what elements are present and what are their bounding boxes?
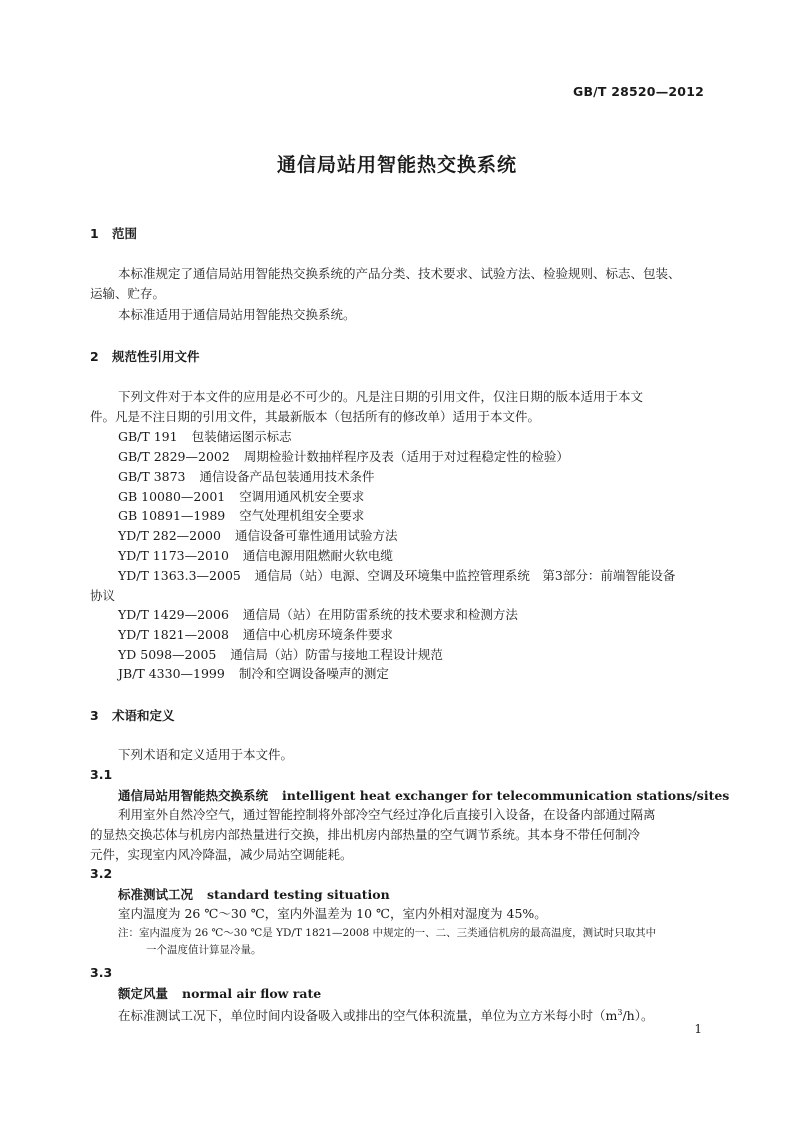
ref-title: 通信局（站）电源、空调及环境集中监控管理系统 第3部分：前端智能设备: [254, 568, 676, 583]
term-definition-line: 元件，实现室内风冷降温，减少局站空调能耗。: [90, 847, 353, 862]
ref-title: 包装储运图示标志: [191, 429, 292, 444]
ref-code: YD/T 1821—2008: [118, 627, 229, 642]
ref-title: 通信局（站）防雷与接地工程设计规范: [230, 647, 443, 662]
ref-code: GB/T 3873: [118, 469, 186, 484]
section-number: 1: [90, 226, 99, 241]
ref-code: YD/T 1173—2010: [118, 548, 229, 563]
ref-code: GB 10891—1989: [118, 508, 226, 523]
scope-para-line2: 运输、贮存。: [90, 286, 166, 301]
ref-code: YD/T 282—2000: [118, 528, 221, 543]
section-1-heading: [90, 224, 137, 242]
term-zh: 标准测试工况: [118, 887, 194, 902]
ref-title: 制冷和空调设备噪声的测定: [238, 666, 389, 681]
term-heading: [118, 786, 729, 804]
reference-item: [118, 526, 397, 546]
definition-tail: /h）。: [622, 1008, 654, 1024]
section-3-heading: [90, 706, 175, 724]
term-zh: 通信局站用智能热交换系统: [118, 788, 269, 803]
reference-item: [118, 447, 569, 467]
reference-item: [118, 625, 393, 645]
ref-title: 通信设备可靠性通用试验方法: [234, 528, 398, 543]
standard-number: GB/T 28520—2012: [572, 84, 704, 99]
term-en: normal air flow rate: [182, 986, 322, 1001]
ref-code: GB/T 191: [118, 429, 178, 444]
reference-item: [118, 427, 292, 447]
document-title: 通信局站用智能热交换系统: [276, 154, 517, 176]
note-line: 一个温度值计算显冷量。: [146, 944, 262, 956]
ref-title: 空调用通风机安全要求: [239, 489, 365, 504]
clause-number: 3.1: [90, 767, 113, 782]
ref-code: YD 5098—2005: [118, 647, 217, 662]
term-en: standard testing situation: [207, 887, 390, 902]
ref-title: 周期检验计数抽样程序及表（适用于对过程稳定性的检验）: [243, 449, 569, 464]
superscript: 3: [617, 1008, 623, 1017]
ref-code: JB/T 4330—1999: [118, 666, 225, 681]
term-zh: 额定风量: [118, 986, 169, 1001]
reference-item: [118, 487, 364, 507]
reference-item: [118, 566, 675, 586]
note: [118, 925, 706, 959]
definition-text: 在标准测试工况下，单位时间内设备吸入或排出的空气体积流量，单位为立方米每小时（m: [118, 1008, 618, 1024]
term-definition-line: 室内温度为 26 ℃～30 ℃，室内外温差为 10 ℃，室内外相对湿度为 45%。: [118, 906, 547, 921]
ref-code: YD/T 1363.3—2005: [118, 568, 241, 583]
section-title: 术语和定义: [112, 708, 175, 723]
ref-code: GB/T 2829—2002: [118, 449, 230, 464]
ref-title: 通信局（站）在用防雷系统的技术要求和检测方法: [242, 607, 518, 622]
reference-item: [118, 546, 393, 566]
refs-intro-line2: 件。凡是不注日期的引用文件，其最新版本（包括所有的修改单）适用于本文件。: [90, 409, 541, 424]
section-number: 3: [90, 708, 99, 723]
ref-title: 空气处理机组安全要求: [239, 508, 365, 523]
term-en: intelligent heat exchanger for telecommunication stations/sites: [282, 788, 730, 803]
scope-para2: 本标准适用于通信局站用智能热交换系统。: [118, 307, 356, 322]
clause-number: 3.2: [90, 866, 113, 881]
reference-item: [118, 467, 375, 487]
term-definition-line: [90, 1003, 704, 1026]
scope-para-line1: 本标准规定了通信局站用智能热交换系统的产品分类、技术要求、试验方法、检验规则、标志、包装、: [118, 266, 681, 281]
section-number: 2: [90, 349, 99, 364]
section-title: 规范性引用文件: [112, 349, 200, 364]
clause-number: 3.3: [90, 965, 113, 980]
section-title: 范围: [112, 226, 138, 241]
ref-title-continuation: 协议: [90, 588, 116, 603]
term-definition-line: 利用室外自然冷空气，通过智能控制将外部冷空气经过净化后直接引入设备，在设备内部通过隔离: [118, 807, 656, 822]
ref-title: 通信中心机房环境条件要求: [242, 627, 393, 642]
reference-item: [118, 664, 389, 684]
term-heading: [118, 984, 321, 1002]
ref-code: YD/T 1429—2006: [118, 607, 229, 622]
reference-item: [118, 506, 364, 526]
refs-intro-line1: 下列文件对于本文件的应用是必不可少的。凡是注日期的引用文件，仅注日期的版本适用于本文: [118, 389, 644, 404]
terms-intro: 下列术语和定义适用于本文件。: [118, 747, 294, 762]
ref-title: 通信设备产品包装通用技术条件: [199, 469, 375, 484]
term-definition-line: 的显热交换芯体与机房内部热量进行交换，排出机房内部热量的空气调节系统。其本身不带任何制冷: [90, 827, 641, 842]
section-2-heading: [90, 347, 200, 365]
ref-title: 通信电源用阻燃耐火软电缆: [242, 548, 393, 563]
page-number: 1: [694, 1022, 702, 1036]
reference-item: [118, 645, 443, 665]
reference-item: [118, 605, 518, 625]
note-line: 注：室内温度为 26 ℃～30 ℃是 YD/T 1821—2008 中规定的一、二、三类通信机房的最高温度，测试时只取其中: [118, 927, 657, 939]
term-heading: [118, 885, 390, 903]
ref-code: GB 10080—2001: [118, 489, 226, 504]
